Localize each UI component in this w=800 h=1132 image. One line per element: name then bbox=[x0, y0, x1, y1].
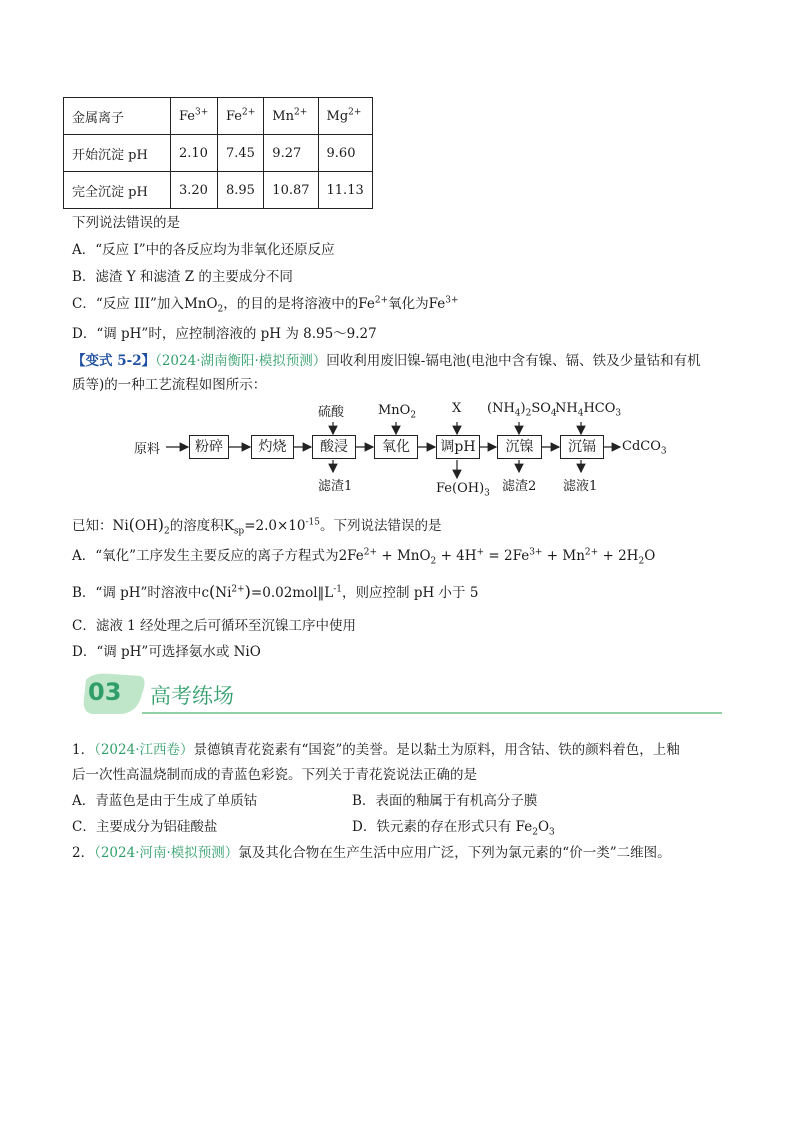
exam-question-2: 2．（2024·河南·模拟预测）氯及其化合物在生产生活中应用广泛，下列为氯元素的“价一类”二维图。 bbox=[72, 845, 671, 861]
option-b: B．“调 pH”时溶液中$c(Ni^{2+})=0.02mol‖L^{-1}$，则应控制 pH 小于 5 bbox=[72, 582, 479, 601]
variant-tag: 【变式 5-2】 bbox=[72, 353, 156, 369]
option-a: A．青蓝色是由于生成了单质钴 bbox=[72, 793, 258, 809]
table-cell: 9.60 bbox=[318, 135, 372, 172]
table-cell: 8.95 bbox=[218, 172, 264, 209]
flow-raw-material: 原料 bbox=[134, 442, 161, 457]
question-source: （2024·河南·模拟预测） bbox=[94, 845, 239, 861]
option-c: C．主要成分为铝硅酸盐 bbox=[72, 819, 218, 835]
table-cell: 9.27 bbox=[264, 135, 318, 172]
section-number: 03 bbox=[88, 678, 122, 706]
process-flowchart bbox=[130, 398, 710, 506]
table-header-row bbox=[64, 98, 373, 135]
flow-step-precip-ni: 沉镍 bbox=[497, 435, 542, 459]
flow-output-filtrate1: 滤液1 bbox=[563, 479, 598, 494]
section-title: 高考练场 bbox=[150, 684, 234, 708]
table-cell: 完全沉淀 pH bbox=[64, 172, 171, 209]
option-b: B．滤渣 Y 和滤渣 Z 的主要成分不同 bbox=[72, 269, 293, 285]
table-header-cell: $Fe^{3+}$ bbox=[171, 98, 218, 135]
table-header-cell: 金属离子 bbox=[64, 98, 171, 135]
option-c: C．滤液 1 经处理之后可循环至沉镍工序中使用 bbox=[72, 618, 357, 634]
flow-output-feoh3: $Fe(OH)_3$ bbox=[436, 481, 490, 499]
metal-ion-table bbox=[63, 97, 373, 209]
option-d: D．“调 pH”可选择氨水或 NiO bbox=[72, 644, 261, 660]
option-a: A．“反应 I”中的各反应均为非氧化还原反应 bbox=[72, 242, 335, 258]
flow-input-ammonium-sulfate: $(NH_4)_2SO_4$ bbox=[487, 401, 557, 419]
known-condition: 已知：$Ni(OH)_2$的溶度积$K_{sp}=2.0\times 10^{-15}$。下列说法错误的是 bbox=[72, 515, 442, 537]
option-d: D．铁元素的存在形式只有 $Fe_2O_3$ bbox=[352, 819, 555, 838]
table-cell: 11.13 bbox=[318, 172, 372, 209]
table-header-cell: $Fe^{2+}$ bbox=[218, 98, 264, 135]
table-row bbox=[64, 135, 373, 172]
section-banner bbox=[82, 668, 722, 720]
flow-step-roast: 灼烧 bbox=[251, 435, 294, 459]
option-c: C．“反应 III”加入MnO$_2$，的目的是将溶液中的$Fe^{2+}$氧化为$Fe^{3+}$ bbox=[72, 295, 459, 315]
flow-step-acid-leach: 酸浸 bbox=[312, 435, 356, 459]
flow-input-x: X bbox=[452, 401, 462, 416]
flow-step-precip-cd: 沉镉 bbox=[560, 435, 604, 459]
table-cell: 3.20 bbox=[171, 172, 218, 209]
table-cell: 2.10 bbox=[171, 135, 218, 172]
exam-question-1: 1．（2024·江西卷）景德镇青花瓷素有“国瓷”的美誉。是以黏土为原料，用含钴、铁的颜料着色，上釉 bbox=[72, 742, 680, 758]
table-cell: 7.45 bbox=[218, 135, 264, 172]
exam-question-1-line2: 后一次性高温烧制而成的青蓝色彩瓷。下列关于青花瓷说法正确的是 bbox=[72, 767, 477, 783]
table-header-cell: $Mg^{2+}$ bbox=[318, 98, 372, 135]
option-d: D．“调 pH”时，应控制溶液的 pH 为 8.95～9.27 bbox=[72, 326, 377, 342]
option-b: B．表面的釉属于有机高分子膜 bbox=[352, 793, 538, 809]
flow-output-residue2: 滤渣2 bbox=[502, 479, 537, 494]
table-header-cell: $Mn^{2+}$ bbox=[264, 98, 318, 135]
option-a: A．“氧化”工序发生主要反应的离子方程式为$2Fe^{2+} + MnO_2 + 4H^+ = 2Fe^{3+} + Mn^{2+} + 2H_2O$ bbox=[72, 547, 656, 567]
question-source: （2024·江西卷） bbox=[94, 742, 194, 758]
flow-product: CdCO$_3$ bbox=[622, 439, 667, 457]
flow-output-residue1: 滤渣1 bbox=[318, 479, 353, 494]
flow-step-crush: 粉碎 bbox=[189, 435, 229, 459]
flow-input-ammonium-bicarbonate: $NH_4HCO_3$ bbox=[555, 401, 622, 419]
flow-input-sulfuric-acid: 硫酸 bbox=[318, 405, 345, 420]
table-cell: 10.87 bbox=[264, 172, 318, 209]
question-stem: 下列说法错误的是 bbox=[72, 215, 180, 231]
variant-intro: 【变式 5-2】（2024·湖南衡阳·模拟预测）回收利用废旧镍-镉电池(电池中含有镍、镉、铁及少量钴和有机 bbox=[72, 353, 701, 369]
flow-step-oxidize: 氧化 bbox=[374, 435, 418, 459]
variant-source: （2024·湖南衡阳·模拟预测） bbox=[155, 353, 327, 369]
variant-intro-line2: 质等)的一种工艺流程如图所示： bbox=[72, 377, 267, 393]
table-cell: 开始沉淀 pH bbox=[64, 135, 171, 172]
flow-input-mno2: MnO$_2$ bbox=[378, 403, 417, 421]
table-row bbox=[64, 172, 373, 209]
flow-step-adjust-ph: 调pH bbox=[436, 435, 480, 459]
